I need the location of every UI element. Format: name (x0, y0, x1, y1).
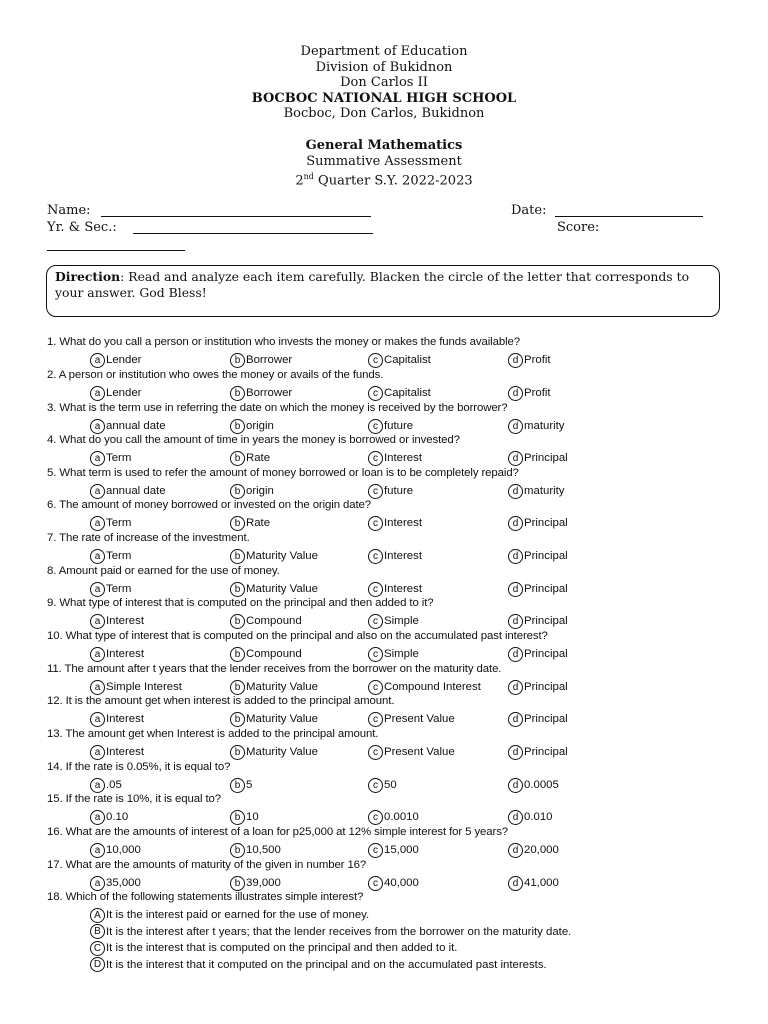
answer-option[interactable] (508, 419, 565, 434)
answer-circle[interactable]: c (368, 647, 383, 662)
answer-circle[interactable]: c (368, 712, 383, 727)
answer-option[interactable] (368, 353, 431, 368)
answer-option-label: Interest (384, 583, 422, 595)
answer-option-label: Capitalist (384, 387, 431, 399)
answer-option-label: Principal (524, 517, 568, 529)
answer-option[interactable] (90, 549, 131, 564)
answer-circle[interactable]: c (368, 582, 383, 597)
answer-option-label: 5 (246, 779, 253, 791)
answer-circle[interactable]: d (508, 680, 523, 695)
question-text: 11. The amount after t years that the lender receives from the borrower on the maturity date. (47, 663, 502, 675)
answer-option[interactable] (508, 353, 551, 368)
score-line[interactable] (47, 250, 185, 251)
answer-option-label: annual date (106, 485, 166, 497)
answer-option-label: Compound (246, 615, 302, 627)
question-text: 5. What term is used to refer the amount of money borrowed or loan is to be completely repaid? (47, 467, 519, 479)
answer-option[interactable] (508, 549, 568, 564)
answer-circle[interactable]: b (230, 419, 245, 434)
answer-option-label: Term (106, 583, 132, 595)
answer-option-label: Term (106, 550, 132, 562)
answer-option-label: Principal (524, 648, 568, 660)
answer-option-label: 10,000 (106, 844, 141, 856)
answer-circle[interactable]: D (90, 957, 105, 972)
answer-circle[interactable]: d (508, 386, 523, 401)
answer-option-label: Simple (384, 615, 419, 627)
answer-option-label: Interest (106, 746, 144, 758)
answer-option-label: Term (106, 517, 132, 529)
answer-option-label: It is the interest that it computed on the principal and on the accumulated past interests. (106, 958, 547, 971)
answer-option[interactable] (90, 419, 166, 434)
date-line[interactable] (555, 216, 703, 217)
answer-option-label: 10 (246, 811, 259, 823)
question-text: 14. If the rate is 0.05%, it is equal to? (47, 761, 231, 773)
answer-option[interactable] (230, 386, 292, 401)
answer-option[interactable] (230, 680, 318, 695)
answer-option[interactable] (368, 876, 419, 891)
answer-circle[interactable]: a (90, 582, 105, 597)
answer-circle[interactable]: d (508, 876, 523, 891)
answer-option-label: annual date (106, 420, 166, 432)
answer-option-label: Principal (524, 681, 568, 693)
answer-option[interactable] (368, 484, 413, 499)
answer-option[interactable] (230, 484, 274, 499)
answer-option-label: Principal (524, 615, 568, 627)
answer-option[interactable] (368, 680, 481, 695)
school-address: Bocboc, Don Carlos, Bukidnon (283, 106, 485, 121)
direction-text: : Read and analyze each item carefully. Blacken the circle of the letter that corresponds to your answer. God Bless! (55, 269, 690, 300)
answer-option[interactable] (508, 810, 553, 825)
answer-option-label: Borrower (246, 354, 293, 366)
answer-option-label: 41,000 (524, 877, 559, 889)
name-label: Name: (47, 203, 91, 218)
answer-option[interactable] (508, 680, 568, 695)
answer-option[interactable] (90, 582, 131, 597)
quarter-number: 2 (295, 173, 304, 189)
answer-option-label: 35,000 (106, 877, 141, 889)
answer-circle[interactable]: d (508, 451, 523, 466)
answer-option[interactable] (230, 419, 274, 434)
answer-option[interactable] (368, 516, 422, 531)
header-division: Division of Bukidnon (315, 59, 453, 75)
answer-option-label: Maturity Value (246, 550, 318, 562)
score-label: Score: (557, 220, 600, 235)
answer-circle[interactable]: b (230, 386, 245, 401)
answer-circle[interactable]: d (508, 582, 523, 597)
answer-option[interactable] (90, 614, 144, 629)
answer-option[interactable] (368, 549, 422, 564)
answer-circle[interactable]: b (230, 516, 245, 531)
answer-option[interactable] (230, 843, 281, 858)
answer-option[interactable] (508, 484, 565, 499)
answer-option-label: Rate (246, 452, 271, 464)
answer-option-label: Interest (384, 452, 422, 464)
answer-option-label: 0.0010 (384, 811, 419, 823)
answer-option[interactable] (508, 745, 568, 760)
answer-option-label: Maturity Value (246, 713, 318, 725)
question-text: 18. Which of the following statements illustrates simple interest? (47, 891, 364, 903)
answer-circle[interactable]: d (508, 419, 523, 434)
question-text: 6. The amount of money borrowed or invested on the origin date? (47, 499, 372, 511)
answer-option[interactable] (90, 843, 141, 858)
answer-circle[interactable]: c (368, 419, 383, 434)
answer-circle[interactable]: a (90, 647, 105, 662)
answer-option[interactable] (508, 843, 559, 858)
answer-option[interactable] (230, 876, 281, 891)
answer-circle[interactable]: d (508, 516, 523, 531)
answer-option[interactable] (230, 451, 270, 466)
answer-option[interactable] (368, 778, 397, 793)
answer-circle[interactable]: a (90, 810, 105, 825)
answer-circle[interactable]: c (368, 549, 383, 564)
answer-option[interactable] (368, 712, 455, 727)
answer-circle[interactable]: c (368, 745, 383, 760)
answer-circle[interactable]: c (368, 353, 383, 368)
answer-option[interactable] (508, 778, 559, 793)
answer-option[interactable] (508, 386, 551, 401)
answer-circle[interactable]: b (230, 712, 245, 727)
answer-option-label: It is the interest that is computed on the principal and then added to it. (106, 942, 458, 954)
answer-option[interactable] (230, 647, 302, 662)
answer-circle[interactable]: b (230, 680, 245, 695)
answer-option-label: Present Value (384, 713, 455, 725)
answer-option[interactable] (90, 516, 131, 531)
yr-sec-line[interactable] (133, 233, 373, 234)
answer-option[interactable] (90, 353, 141, 368)
answer-circle[interactable]: d (508, 712, 523, 727)
answer-option[interactable] (90, 386, 141, 401)
answer-option-label: Principal (524, 746, 568, 758)
answer-option-label: 40,000 (384, 877, 419, 889)
question-text: 9. What type of interest that is computed on the principal and then added to it? (47, 597, 434, 609)
header-district: Don Carlos II (340, 75, 428, 90)
answer-circle[interactable]: a (90, 680, 105, 695)
answer-circle[interactable]: d (508, 353, 523, 368)
answer-circle[interactable]: d (508, 549, 523, 564)
answer-option-label: Maturity Value (246, 746, 318, 758)
answer-circle[interactable]: c (368, 484, 383, 499)
question-text: 3. What is the term use in referring the date on which the money is received by the borrower? (47, 402, 508, 414)
answer-option[interactable] (368, 419, 413, 434)
answer-option-label: Maturity Value (246, 583, 318, 595)
answer-option-label: Profit (524, 354, 551, 366)
answer-option-label: 0.10 (106, 811, 129, 823)
answer-option[interactable] (368, 745, 455, 760)
answer-circle[interactable]: b (230, 549, 245, 564)
answer-circle[interactable]: a (90, 712, 105, 727)
answer-option[interactable] (230, 582, 318, 597)
answer-option[interactable] (90, 810, 128, 825)
answer-option-label: Compound Interest (384, 681, 481, 693)
answer-option[interactable] (230, 810, 259, 825)
subject-block (0, 138, 768, 189)
answer-option-label: 0.0005 (524, 779, 559, 791)
question-text: 16. What are the amounts of interest of a loan for p25,000 at 12% simple interest for 5 years? (47, 826, 509, 838)
answer-circle[interactable]: a (90, 516, 105, 531)
answer-option[interactable] (90, 908, 369, 923)
answer-option[interactable] (230, 516, 270, 531)
answer-circle[interactable]: c (368, 843, 383, 858)
answer-circle[interactable]: b (230, 778, 245, 793)
answer-option-label: future (384, 420, 414, 432)
assessment-title: Summative Assessment (306, 153, 462, 169)
name-line[interactable] (101, 216, 371, 217)
school-name: BOCBOC NATIONAL HIGH SCHOOL (251, 90, 517, 106)
answer-circle[interactable]: a (90, 484, 105, 499)
answer-circle[interactable]: a (90, 843, 105, 858)
answer-circle[interactable]: c (368, 778, 383, 793)
answer-circle[interactable]: b (230, 647, 245, 662)
quarter-suffix: nd (303, 172, 314, 181)
answer-option[interactable] (90, 778, 122, 793)
answer-option-label: Principal (524, 452, 568, 464)
answer-circle[interactable]: d (508, 745, 523, 760)
answer-circle[interactable]: c (368, 516, 383, 531)
subject-title: General Mathematics (305, 138, 463, 153)
answer-option-label: Simple (384, 648, 419, 660)
answer-option[interactable] (508, 712, 568, 727)
answer-option[interactable] (90, 680, 182, 695)
answer-circle[interactable]: d (508, 484, 523, 499)
header-department: Department of Education (300, 44, 468, 59)
answer-circle[interactable]: c (368, 810, 383, 825)
answer-circle[interactable]: b (230, 451, 245, 466)
answer-option[interactable] (508, 451, 568, 466)
answer-option-label: Principal (524, 583, 568, 595)
answer-option[interactable] (90, 451, 131, 466)
answer-option[interactable] (90, 924, 571, 939)
answer-option-label: Principal (524, 550, 568, 562)
answer-option[interactable] (230, 353, 292, 368)
answer-option-label: Interest (384, 517, 422, 529)
question-text: 15. If the rate is 10%, it is equal to? (47, 793, 222, 805)
answer-option-label: maturity (524, 485, 565, 497)
answer-option[interactable] (90, 745, 144, 760)
header-block (0, 44, 768, 122)
question-text: 17. What are the amounts of maturity of the given in number 16? (47, 859, 367, 871)
direction-box (46, 265, 720, 317)
answer-option[interactable] (508, 582, 568, 597)
answer-option[interactable] (230, 549, 318, 564)
answer-option-label: Interest (106, 615, 144, 627)
answer-option-label: 0.010 (524, 811, 553, 823)
answer-circle[interactable]: c (368, 680, 383, 695)
answer-option-label: Maturity Value (246, 681, 318, 693)
answer-option-label: maturity (524, 420, 565, 432)
answer-option[interactable] (368, 647, 419, 662)
answer-option-label: Rate (246, 517, 271, 529)
answer-option[interactable] (230, 712, 318, 727)
answer-circle[interactable]: a (90, 353, 105, 368)
answer-circle[interactable]: a (90, 745, 105, 760)
answer-option[interactable] (90, 957, 547, 972)
answer-option-label: Borrower (246, 387, 293, 399)
answer-option-label: Present Value (384, 746, 455, 758)
answer-circle[interactable]: d (508, 614, 523, 629)
answer-circle[interactable]: d (508, 810, 523, 825)
answer-option-label: origin (246, 420, 274, 432)
answer-option-label: Interest (106, 648, 144, 660)
answer-circle[interactable]: C (90, 941, 105, 956)
answer-option-label: Profit (524, 387, 551, 399)
answer-option[interactable] (230, 614, 302, 629)
answer-option-label: .05 (106, 779, 122, 791)
question-text: 2. A person or institution who owes the money or avails of the funds. (47, 369, 384, 381)
date-label: Date: (511, 203, 547, 218)
answer-option-label: future (384, 485, 414, 497)
answer-option[interactable] (368, 614, 419, 629)
answer-option-label: Principal (524, 713, 568, 725)
question-text: 10. What type of interest that is computed on the principal and also on the accumulated past interest? (47, 630, 548, 642)
answer-option-label: It is the interest after t years; that the lender receives from the borrower on the maturity date. (106, 925, 572, 938)
question-text: 12. It is the amount get when interest is added to the principal amount. (47, 695, 395, 707)
answer-option-label: 15,000 (384, 844, 419, 856)
answer-option[interactable] (368, 451, 422, 466)
answer-circle[interactable]: b (230, 745, 245, 760)
answer-circle[interactable]: a (90, 549, 105, 564)
answer-option[interactable] (90, 941, 457, 956)
answer-circle[interactable]: A (90, 908, 105, 923)
answer-circle[interactable]: b (230, 843, 245, 858)
yr-sec-label: Yr. & Sec.: (47, 220, 117, 235)
answer-circle[interactable]: b (230, 876, 245, 891)
answer-circle[interactable]: c (368, 876, 383, 891)
answer-circle[interactable]: a (90, 614, 105, 629)
question-text: 13. The amount get when Interest is added to the principal amount. (47, 728, 379, 740)
answer-circle[interactable]: c (368, 614, 383, 629)
answer-option-label: It is the interest paid or earned for the use of money. (106, 909, 370, 921)
answer-option[interactable] (508, 647, 568, 662)
answer-option[interactable] (230, 745, 318, 760)
answer-circle[interactable]: a (90, 451, 105, 466)
answer-circle[interactable]: b (230, 484, 245, 499)
answer-option[interactable] (368, 843, 419, 858)
answer-option[interactable] (368, 582, 422, 597)
answer-option[interactable] (368, 810, 419, 825)
question-text: 1. What do you call a person or institution who invests the money or makes the funds available? (47, 336, 520, 348)
answer-circle[interactable]: d (508, 647, 523, 662)
answer-option[interactable] (90, 484, 166, 499)
answer-option-label: Capitalist (384, 354, 431, 366)
answer-option[interactable] (368, 386, 431, 401)
answer-option-label: Simple Interest (106, 681, 182, 693)
answer-option[interactable] (90, 647, 144, 662)
answer-circle[interactable]: c (368, 386, 383, 401)
answer-option[interactable] (90, 876, 141, 891)
answer-option[interactable] (508, 516, 568, 531)
answer-option-label: Compound (246, 648, 302, 660)
answer-option[interactable] (90, 712, 144, 727)
answer-circle[interactable]: b (230, 582, 245, 597)
answer-option-label: 10,500 (246, 844, 281, 856)
question-text: 8. Amount paid or earned for the use of money. (47, 565, 280, 577)
answer-circle[interactable]: c (368, 451, 383, 466)
answer-option-label: 50 (384, 779, 397, 791)
answer-option-label: 39,000 (246, 877, 281, 889)
answer-option[interactable] (230, 778, 252, 793)
answer-circle[interactable]: b (230, 353, 245, 368)
answer-circle[interactable]: d (508, 843, 523, 858)
answer-circle[interactable]: a (90, 876, 105, 891)
answer-circle[interactable]: a (90, 778, 105, 793)
answer-circle[interactable]: b (230, 614, 245, 629)
answer-option[interactable] (508, 876, 559, 891)
answer-option-label: Term (106, 452, 132, 464)
quarter-text: Quarter S.Y. 2022-2023 (313, 173, 473, 189)
answer-option-label: 20,000 (524, 844, 559, 856)
answer-circle[interactable]: a (90, 386, 105, 401)
answer-option-label: Lender (106, 354, 142, 366)
direction-label: Direction (55, 269, 121, 284)
quarter-line (0, 169, 768, 189)
answer-circle[interactable]: d (508, 778, 523, 793)
answer-circle[interactable]: b (230, 810, 245, 825)
answer-circle[interactable]: a (90, 419, 105, 434)
answer-option-label: Interest (106, 713, 144, 725)
answer-circle[interactable]: B (90, 924, 105, 939)
question-text: 7. The rate of increase of the investment. (47, 532, 250, 544)
question-text: 4. What do you call the amount of time in years the money is borrowed or invested? (47, 434, 460, 446)
answer-option[interactable] (508, 614, 568, 629)
answer-option-label: origin (246, 485, 274, 497)
answer-option-label: Interest (384, 550, 422, 562)
answer-option-label: Lender (106, 387, 142, 399)
